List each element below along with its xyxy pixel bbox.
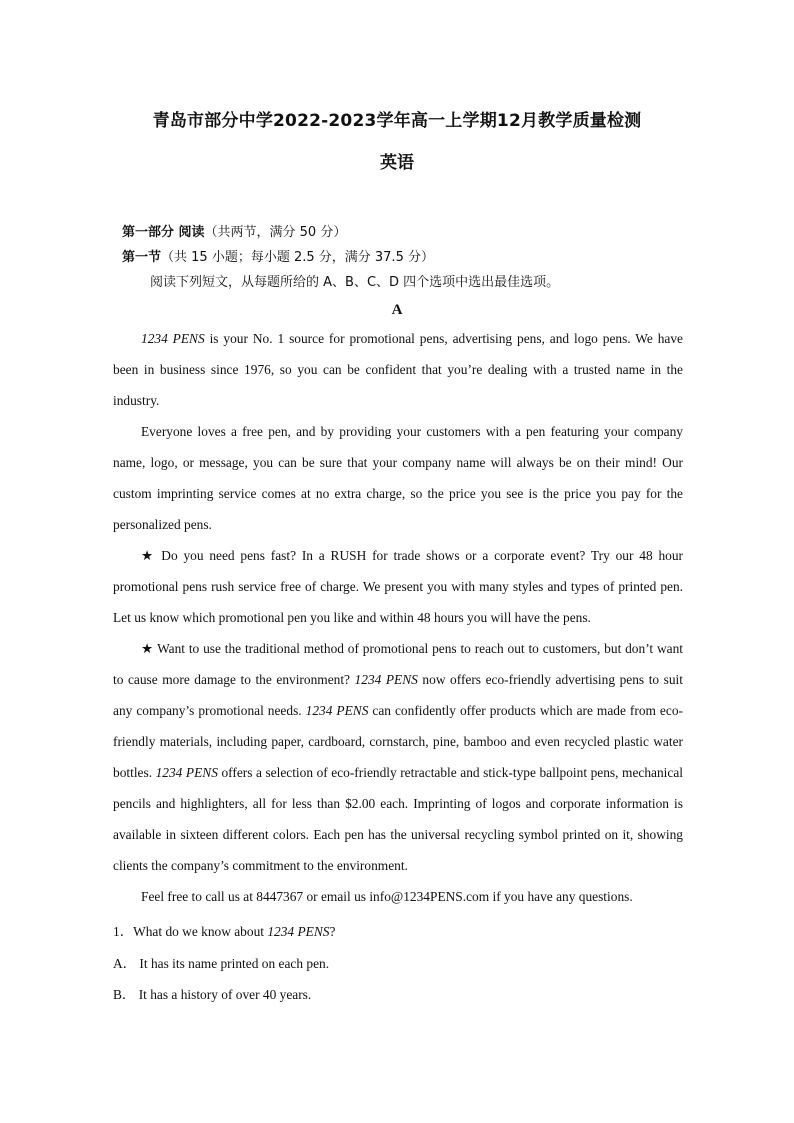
paragraph-1 (113, 323, 683, 416)
option-b (113, 984, 311, 1003)
paragraph-4-text-c: can confidently offer products which are made from eco-friendly materials, including paper, cardboard, cornstarch, pine, bamboo and even recycled plastic water bottles. (113, 703, 683, 780)
exam-title: 青岛市部分中学2022-2023学年高一上学期12月教学质量检测 (152, 111, 642, 131)
paragraph-5: Feel free to call us at 8447367 or email us info@1234PENS.com if you have any questions. (141, 889, 633, 904)
part-detail: （共两节，满分 50 分） (204, 225, 347, 240)
paragraph-4-text-d: offers a selection of eco-friendly retractable and stick-type ballpoint pens, mechanical pencils and highlighters, all for less than $2.00 each. Imprinting of logos and corporate information is available in sixteen different colors. Each pen has the universal recycling symbol printed on it, showing clients the company’s commitment to the environment. (113, 765, 683, 873)
option-text: It has its name printed on each pen. (139, 956, 330, 971)
brand-name: 1234 PENS (305, 703, 369, 718)
paragraph-3: ★ Do you need pens fast? In a RUSH for trade shows or a corporate event? Try our 48 hour promotional pens rush service free of charge. We present you with many styles and types of printed pen. Let us know which promotional pen you like and within 48 hours you will have the pens. (113, 548, 683, 625)
question-stem-text: What do we know about (133, 924, 268, 939)
section-heading (122, 246, 434, 265)
section-detail: （共 15 小题；每小题 2.5 分，满分 37.5 分） (161, 250, 434, 265)
subject-title: 英语 (380, 153, 414, 173)
paragraph-4-text-b: now offers eco-friendly advertising pens to suit any company’s promotional needs. (113, 672, 683, 718)
option-text: It has a history of over 40 years. (138, 987, 312, 1002)
brand-name: 1234 PENS (155, 765, 218, 780)
brand-name: 1234 PENS (141, 331, 205, 346)
brand-name: 1234 PENS (354, 672, 418, 687)
question-stem-end: ? (329, 924, 336, 939)
section-title: 第一节 (122, 250, 162, 265)
paragraph-2: Everyone loves a free pen, and by providing your customers with a pen featuring your company name, logo, or message, you can be sure that your company name will always be on their mind! Our custom imprinting service comes at no extra charge, so the price you see is the price you pay for the personalized pens. (113, 424, 683, 532)
passage-label: A (391, 302, 403, 318)
brand-name: 1234 PENS (267, 924, 330, 939)
paragraph-1-text: is your No. 1 source for promotional pens, advertising pens, and logo pens. We have been in business since 1976, so you can be confident that you’re dealing with a trusted name in the industry. (113, 331, 683, 408)
question-1-stem (113, 921, 335, 940)
question-number: 1． (113, 924, 134, 939)
instruction-text: 阅读下列短文，从每题所给的 A、B、C、D 四个选项中选出最佳选项。 (150, 275, 560, 290)
paragraph-4-text-a: ★ Want to use the traditional method of promotional pens to reach out to customers, but don’t want to cause more damage to the environment? (113, 641, 683, 687)
part-title: 第一部分 阅读 (122, 225, 205, 240)
option-a (113, 953, 329, 972)
part-heading (122, 221, 346, 240)
option-letter: B． (113, 987, 136, 1002)
paragraph-4 (113, 633, 683, 881)
option-letter: A． (113, 956, 137, 971)
passage-body (113, 323, 683, 912)
